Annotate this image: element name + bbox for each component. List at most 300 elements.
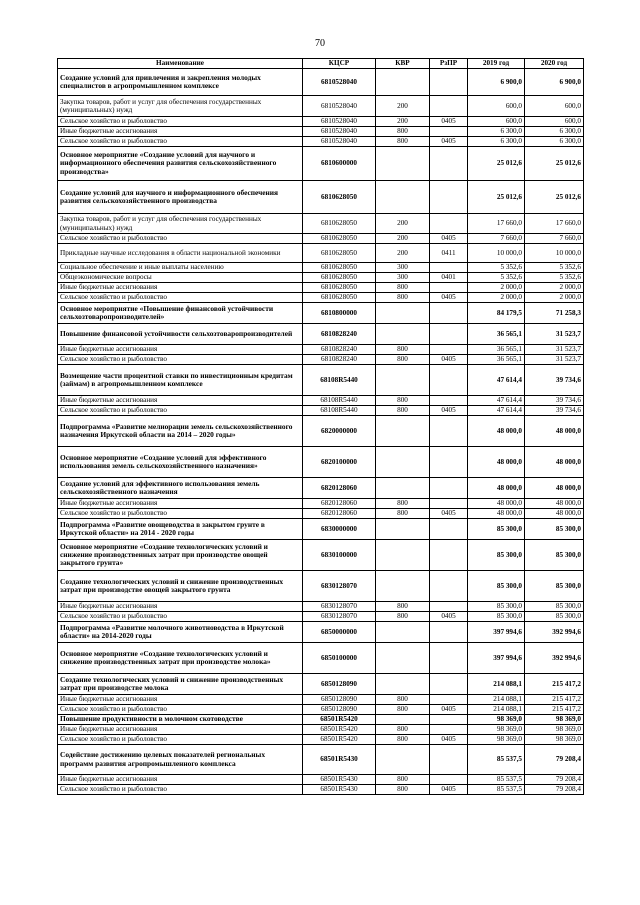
row-name: Основное мероприятие «Повышение финансовой устойчивости сельхозтоваропроизводителей» xyxy=(58,303,303,324)
row-2019: 47 614,4 xyxy=(468,396,525,406)
row-2019: 85 300,0 xyxy=(468,612,525,622)
table-row xyxy=(58,234,584,244)
row-kcsr: 6830100000 xyxy=(303,540,376,571)
row-kvr: 800 xyxy=(376,602,430,612)
row-rzpr: 0405 xyxy=(430,735,468,745)
row-2019: 98 369,0 xyxy=(468,735,525,745)
table-row xyxy=(58,705,584,715)
row-name: Повышение финансовой устойчивости сельхозтоваропроизводителей xyxy=(58,324,303,345)
row-rzpr xyxy=(430,324,468,345)
row-name: Сельское хозяйство и рыболовство xyxy=(58,355,303,365)
row-kvr xyxy=(376,365,430,396)
row-2020: 31 523,7 xyxy=(525,324,584,345)
table-row xyxy=(58,519,584,540)
row-2019: 85 537,5 xyxy=(468,785,525,795)
row-name: Основное мероприятие «Создание технологических условий и снижение производственных затрат при производстве овощей закрытого грунта» xyxy=(58,540,303,571)
row-kvr: 800 xyxy=(376,725,430,735)
row-2020: 85 300,0 xyxy=(525,519,584,540)
row-kvr: 800 xyxy=(376,127,430,137)
row-2020: 85 300,0 xyxy=(525,602,584,612)
row-name: Подпрограмма «Развитие овощеводства в закрытом грунте в Иркутской области» на 2014 - 2020 годы xyxy=(58,519,303,540)
row-rzpr: 0405 xyxy=(430,705,468,715)
row-rzpr xyxy=(430,622,468,643)
row-rzpr xyxy=(430,447,468,478)
row-rzpr xyxy=(430,263,468,273)
table-row xyxy=(58,674,584,695)
table-row xyxy=(58,775,584,785)
row-2019: 214 088,1 xyxy=(468,674,525,695)
row-2019: 25 012,6 xyxy=(468,181,525,214)
row-kvr: 800 xyxy=(376,705,430,715)
row-kcsr: 6830128070 xyxy=(303,612,376,622)
row-name: Сельское хозяйство и рыболовство xyxy=(58,735,303,745)
row-kvr: 800 xyxy=(376,775,430,785)
table-row xyxy=(58,715,584,725)
row-2020: 6 300,0 xyxy=(525,137,584,147)
row-2019: 85 537,5 xyxy=(468,745,525,775)
row-2019: 5 352,6 xyxy=(468,273,525,283)
row-2019: 36 565,1 xyxy=(468,324,525,345)
row-2019: 85 300,0 xyxy=(468,519,525,540)
row-kvr: 800 xyxy=(376,293,430,303)
row-kcsr: 6810828240 xyxy=(303,355,376,365)
row-kvr xyxy=(376,715,430,725)
table-row xyxy=(58,324,584,345)
row-rzpr xyxy=(430,775,468,785)
row-2020: 48 000,0 xyxy=(525,447,584,478)
row-name: Подпрограмма «Развитие молочного животноводства в Иркутской области» на 2014-2020 годы xyxy=(58,622,303,643)
row-kcsr: 6810528040 xyxy=(303,117,376,127)
row-kcsr: 6810628050 xyxy=(303,273,376,283)
table-row xyxy=(58,447,584,478)
row-rzpr xyxy=(430,396,468,406)
row-rzpr: 0405 xyxy=(430,234,468,244)
row-kvr: 200 xyxy=(376,214,430,234)
row-2019: 6 300,0 xyxy=(468,127,525,137)
row-2020: 39 734,6 xyxy=(525,365,584,396)
row-kcsr: 68501R5430 xyxy=(303,745,376,775)
row-kcsr: 6850100000 xyxy=(303,643,376,674)
table-row xyxy=(58,695,584,705)
row-kcsr: 6820100000 xyxy=(303,447,376,478)
row-2020: 17 660,0 xyxy=(525,214,584,234)
row-2020: 2 000,0 xyxy=(525,283,584,293)
row-name: Сельское хозяйство и рыболовство xyxy=(58,509,303,519)
row-2019: 48 000,0 xyxy=(468,478,525,499)
row-name: Закупка товаров, работ и услуг для обеспечения государственных (муниципальных) нужд xyxy=(58,214,303,234)
row-kvr xyxy=(376,674,430,695)
table-row xyxy=(58,499,584,509)
row-kvr: 800 xyxy=(376,785,430,795)
row-rzpr: 0405 xyxy=(430,509,468,519)
row-name: Подпрограмма «Развитие мелиорации земель сельскохозяйственного назначения Иркутской области на 2014 – 2020 годы» xyxy=(58,416,303,447)
row-rzpr xyxy=(430,478,468,499)
row-2020: 85 300,0 xyxy=(525,540,584,571)
row-name: Повышение продуктивности в молочном скотоводстве xyxy=(58,715,303,725)
row-kvr xyxy=(376,181,430,214)
row-name: Создание условий для эффективного использования земель сельскохозяйственного назначения xyxy=(58,478,303,499)
row-kcsr: 68108R5440 xyxy=(303,406,376,416)
table-row xyxy=(58,69,584,96)
table-row xyxy=(58,117,584,127)
header-rzpr: РзПР xyxy=(430,59,468,69)
row-kvr: 200 xyxy=(376,244,430,263)
row-2019: 6 300,0 xyxy=(468,137,525,147)
row-kcsr: 6810628050 xyxy=(303,181,376,214)
table-row xyxy=(58,745,584,775)
row-kcsr: 6810628050 xyxy=(303,263,376,273)
row-name: Создание технологических условий и снижение производственных затрат при производстве молока xyxy=(58,674,303,695)
row-kcsr: 68501R5430 xyxy=(303,785,376,795)
row-rzpr: 0405 xyxy=(430,137,468,147)
row-kvr xyxy=(376,643,430,674)
row-name: Сельское хозяйство и рыболовство xyxy=(58,705,303,715)
row-name: Основное мероприятие «Создание условий для научного и информационного обеспечения развития сельскохозяйственного производства» xyxy=(58,147,303,181)
row-2020: 215 417,2 xyxy=(525,705,584,715)
table-row xyxy=(58,263,584,273)
table-row xyxy=(58,303,584,324)
row-rzpr: 0405 xyxy=(430,406,468,416)
row-kcsr: 68501R5420 xyxy=(303,725,376,735)
row-2019: 600,0 xyxy=(468,117,525,127)
table-row xyxy=(58,96,584,117)
row-rzpr xyxy=(430,365,468,396)
row-rzpr xyxy=(430,715,468,725)
row-kcsr: 6810528040 xyxy=(303,69,376,96)
table-row xyxy=(58,540,584,571)
row-name: Социальное обеспечение и иные выплаты населению xyxy=(58,263,303,273)
row-kcsr: 68501R5420 xyxy=(303,735,376,745)
row-kvr xyxy=(376,69,430,96)
row-2020: 79 208,4 xyxy=(525,775,584,785)
header-2020: 2020 год xyxy=(525,59,584,69)
row-kcsr: 6820000000 xyxy=(303,416,376,447)
row-rzpr xyxy=(430,303,468,324)
row-kcsr: 6810600000 xyxy=(303,147,376,181)
table-row xyxy=(58,283,584,293)
row-kcsr: 6850128090 xyxy=(303,674,376,695)
row-2019: 397 994,6 xyxy=(468,622,525,643)
row-kvr: 800 xyxy=(376,355,430,365)
row-2020: 5 352,6 xyxy=(525,273,584,283)
row-2020: 2 000,0 xyxy=(525,293,584,303)
row-rzpr xyxy=(430,725,468,735)
row-2019: 7 660,0 xyxy=(468,234,525,244)
table-row xyxy=(58,127,584,137)
row-kcsr: 6810800000 xyxy=(303,303,376,324)
table-row xyxy=(58,396,584,406)
row-kvr xyxy=(376,540,430,571)
row-name: Иные бюджетные ассигнования xyxy=(58,602,303,612)
row-name: Содействие достижению целевых показателей региональных программ развития агропромышленного комплекса xyxy=(58,745,303,775)
row-2020: 5 352,6 xyxy=(525,263,584,273)
row-kvr xyxy=(376,324,430,345)
row-kcsr: 6810828240 xyxy=(303,345,376,355)
row-2020: 79 208,4 xyxy=(525,785,584,795)
row-name: Общеэкономические вопросы xyxy=(58,273,303,283)
row-kvr: 200 xyxy=(376,234,430,244)
row-name: Сельское хозяйство и рыболовство xyxy=(58,117,303,127)
row-2020: 10 000,0 xyxy=(525,244,584,263)
row-rzpr xyxy=(430,127,468,137)
row-name: Иные бюджетные ассигнования xyxy=(58,499,303,509)
row-rzpr xyxy=(430,643,468,674)
row-2019: 48 000,0 xyxy=(468,499,525,509)
table-header-row xyxy=(58,59,584,69)
table-row xyxy=(58,643,584,674)
header-kvr: КВР xyxy=(376,59,430,69)
row-2019: 48 000,0 xyxy=(468,416,525,447)
row-2019: 5 352,6 xyxy=(468,263,525,273)
row-rzpr xyxy=(430,345,468,355)
row-2020: 48 000,0 xyxy=(525,509,584,519)
row-kcsr: 6810628050 xyxy=(303,293,376,303)
row-kvr: 800 xyxy=(376,695,430,705)
row-kcsr: 6820128060 xyxy=(303,499,376,509)
row-kcsr: 68501R5420 xyxy=(303,715,376,725)
row-2019: 48 000,0 xyxy=(468,447,525,478)
row-name: Сельское хозяйство и рыболовство xyxy=(58,234,303,244)
row-kvr: 800 xyxy=(376,137,430,147)
row-2019: 85 300,0 xyxy=(468,571,525,602)
row-2020: 25 012,6 xyxy=(525,147,584,181)
row-kcsr: 6810628050 xyxy=(303,244,376,263)
row-rzpr xyxy=(430,147,468,181)
table-row xyxy=(58,725,584,735)
table-row xyxy=(58,147,584,181)
row-2020: 98 369,0 xyxy=(525,735,584,745)
row-2020: 48 000,0 xyxy=(525,416,584,447)
row-name: Создание технологических условий и снижение производственных затрат при производстве овощей закрытого грунта xyxy=(58,571,303,602)
header-2019: 2019 год xyxy=(468,59,525,69)
row-rzpr xyxy=(430,69,468,96)
row-name: Прикладные научные исследования в области национальной экономики xyxy=(58,244,303,263)
row-name: Сельское хозяйство и рыболовство xyxy=(58,612,303,622)
row-2019: 36 565,1 xyxy=(468,345,525,355)
row-kvr: 300 xyxy=(376,263,430,273)
row-kcsr: 6810628050 xyxy=(303,283,376,293)
row-2019: 10 000,0 xyxy=(468,244,525,263)
row-kcsr: 6830128070 xyxy=(303,602,376,612)
row-kvr: 200 xyxy=(376,117,430,127)
row-rzpr xyxy=(430,283,468,293)
table-row xyxy=(58,571,584,602)
table-row xyxy=(58,612,584,622)
row-rzpr: 0401 xyxy=(430,273,468,283)
row-2019: 36 565,1 xyxy=(468,355,525,365)
row-2019: 397 994,6 xyxy=(468,643,525,674)
row-kcsr: 68108R5440 xyxy=(303,396,376,406)
budget-table xyxy=(57,58,584,795)
row-kvr: 800 xyxy=(376,735,430,745)
row-kvr xyxy=(376,303,430,324)
table-row xyxy=(58,416,584,447)
row-name: Создание условий для привлечения и закрепления молодых специалистов в агропромышленном комплексе xyxy=(58,69,303,96)
header-name: Наименование xyxy=(58,59,303,69)
row-rzpr xyxy=(430,499,468,509)
row-2019: 98 369,0 xyxy=(468,715,525,725)
table-row xyxy=(58,622,584,643)
row-rzpr: 0405 xyxy=(430,785,468,795)
row-2019: 85 300,0 xyxy=(468,602,525,612)
row-name: Иные бюджетные ассигнования xyxy=(58,775,303,785)
row-kcsr: 6810528040 xyxy=(303,96,376,117)
table-row xyxy=(58,509,584,519)
row-2019: 84 179,5 xyxy=(468,303,525,324)
row-rzpr: 0411 xyxy=(430,244,468,263)
row-kcsr: 6810528040 xyxy=(303,137,376,147)
row-name: Иные бюджетные ассигнования xyxy=(58,127,303,137)
table-row xyxy=(58,137,584,147)
row-2020: 39 734,6 xyxy=(525,406,584,416)
row-kvr: 800 xyxy=(376,499,430,509)
row-name: Иные бюджетные ассигнования xyxy=(58,345,303,355)
row-kcsr: 68108R5440 xyxy=(303,365,376,396)
row-2019: 85 300,0 xyxy=(468,540,525,571)
row-kcsr: 6810628050 xyxy=(303,234,376,244)
row-kcsr: 6810628050 xyxy=(303,214,376,234)
row-name: Иные бюджетные ассигнования xyxy=(58,283,303,293)
row-2019: 47 614,4 xyxy=(468,406,525,416)
row-kcsr: 6810528040 xyxy=(303,127,376,137)
row-2019: 6 900,0 xyxy=(468,69,525,96)
row-kvr xyxy=(376,447,430,478)
row-2020: 79 208,4 xyxy=(525,745,584,775)
row-name: Сельское хозяйство и рыболовство xyxy=(58,785,303,795)
row-kvr: 800 xyxy=(376,612,430,622)
row-name: Иные бюджетные ассигнования xyxy=(58,695,303,705)
row-name: Основное мероприятие «Создание условий для эффективного использования земель сельскохозяйственного назначения» xyxy=(58,447,303,478)
row-name: Сельское хозяйство и рыболовство xyxy=(58,137,303,147)
table-row xyxy=(58,365,584,396)
table-row xyxy=(58,244,584,263)
row-kvr xyxy=(376,519,430,540)
row-2019: 2 000,0 xyxy=(468,293,525,303)
row-name: Иные бюджетные ассигнования xyxy=(58,725,303,735)
row-rzpr xyxy=(430,571,468,602)
row-2020: 98 369,0 xyxy=(525,715,584,725)
row-name: Иные бюджетные ассигнования xyxy=(58,396,303,406)
row-rzpr xyxy=(430,674,468,695)
row-kcsr: 6820128060 xyxy=(303,509,376,519)
row-kvr xyxy=(376,745,430,775)
row-2019: 98 369,0 xyxy=(468,725,525,735)
row-2019: 2 000,0 xyxy=(468,283,525,293)
row-kcsr: 6810828240 xyxy=(303,324,376,345)
row-2020: 215 417,2 xyxy=(525,695,584,705)
row-name: Создание условий для научного и информационного обеспечения развития сельскохозяйственного производства xyxy=(58,181,303,214)
row-2020: 215 417,2 xyxy=(525,674,584,695)
row-2019: 48 000,0 xyxy=(468,509,525,519)
row-2020: 31 523,7 xyxy=(525,355,584,365)
row-rzpr xyxy=(430,416,468,447)
row-rzpr: 0405 xyxy=(430,117,468,127)
row-kvr xyxy=(376,622,430,643)
row-2020: 6 900,0 xyxy=(525,69,584,96)
table-row xyxy=(58,273,584,283)
table-row xyxy=(58,406,584,416)
table-row xyxy=(58,214,584,234)
row-2020: 85 300,0 xyxy=(525,571,584,602)
row-2020: 6 300,0 xyxy=(525,127,584,137)
row-rzpr xyxy=(430,602,468,612)
row-rzpr xyxy=(430,519,468,540)
row-kvr xyxy=(376,147,430,181)
row-kvr xyxy=(376,571,430,602)
row-name: Основное мероприятие «Создание технологических условий и снижение производственных затрат при производстве молока» xyxy=(58,643,303,674)
row-rzpr xyxy=(430,745,468,775)
row-2019: 600,0 xyxy=(468,96,525,117)
row-kvr: 800 xyxy=(376,509,430,519)
row-kvr: 800 xyxy=(376,283,430,293)
table-row xyxy=(58,785,584,795)
row-2020: 392 994,6 xyxy=(525,622,584,643)
row-rzpr xyxy=(430,695,468,705)
header-kcsr: КЦСР xyxy=(303,59,376,69)
row-kvr: 800 xyxy=(376,406,430,416)
row-kcsr: 6830128070 xyxy=(303,571,376,602)
table-row xyxy=(58,345,584,355)
row-kvr: 200 xyxy=(376,96,430,117)
row-2020: 600,0 xyxy=(525,117,584,127)
row-kcsr: 6850128090 xyxy=(303,705,376,715)
row-rzpr xyxy=(430,540,468,571)
row-2020: 39 734,6 xyxy=(525,396,584,406)
row-name: Сельское хозяйство и рыболовство xyxy=(58,406,303,416)
row-2020: 48 000,0 xyxy=(525,499,584,509)
row-kvr: 800 xyxy=(376,396,430,406)
table-row xyxy=(58,602,584,612)
table-row xyxy=(58,478,584,499)
row-rzpr xyxy=(430,181,468,214)
row-kcsr: 6820128060 xyxy=(303,478,376,499)
row-kvr: 300 xyxy=(376,273,430,283)
table-row xyxy=(58,181,584,214)
row-kcsr: 68501R5430 xyxy=(303,775,376,785)
row-rzpr xyxy=(430,214,468,234)
row-kcsr: 6850000000 xyxy=(303,622,376,643)
row-rzpr: 0405 xyxy=(430,612,468,622)
row-2019: 214 088,1 xyxy=(468,695,525,705)
row-rzpr: 0405 xyxy=(430,293,468,303)
row-name: Сельское хозяйство и рыболовство xyxy=(58,293,303,303)
row-2020: 48 000,0 xyxy=(525,478,584,499)
row-rzpr xyxy=(430,96,468,117)
row-2019: 214 088,1 xyxy=(468,705,525,715)
table-row xyxy=(58,355,584,365)
row-2020: 31 523,7 xyxy=(525,345,584,355)
row-kcsr: 6830000000 xyxy=(303,519,376,540)
row-kcsr: 6850128090 xyxy=(303,695,376,705)
row-kvr: 800 xyxy=(376,345,430,355)
row-2020: 25 012,6 xyxy=(525,181,584,214)
row-2020: 392 994,6 xyxy=(525,643,584,674)
row-2019: 85 537,5 xyxy=(468,775,525,785)
row-2020: 71 258,3 xyxy=(525,303,584,324)
table-row xyxy=(58,293,584,303)
row-2019: 17 660,0 xyxy=(468,214,525,234)
row-name: Возмещение части процентной ставки по инвестиционным кредитам (займам) в агропромышленном комплексе xyxy=(58,365,303,396)
row-2020: 85 300,0 xyxy=(525,612,584,622)
row-kvr xyxy=(376,416,430,447)
table-body xyxy=(58,69,584,795)
row-kvr xyxy=(376,478,430,499)
row-2019: 25 012,6 xyxy=(468,147,525,181)
row-2019: 47 614,4 xyxy=(468,365,525,396)
row-name: Закупка товаров, работ и услуг для обеспечения государственных (муниципальных) нужд xyxy=(58,96,303,117)
row-2020: 98 369,0 xyxy=(525,725,584,735)
row-rzpr: 0405 xyxy=(430,355,468,365)
